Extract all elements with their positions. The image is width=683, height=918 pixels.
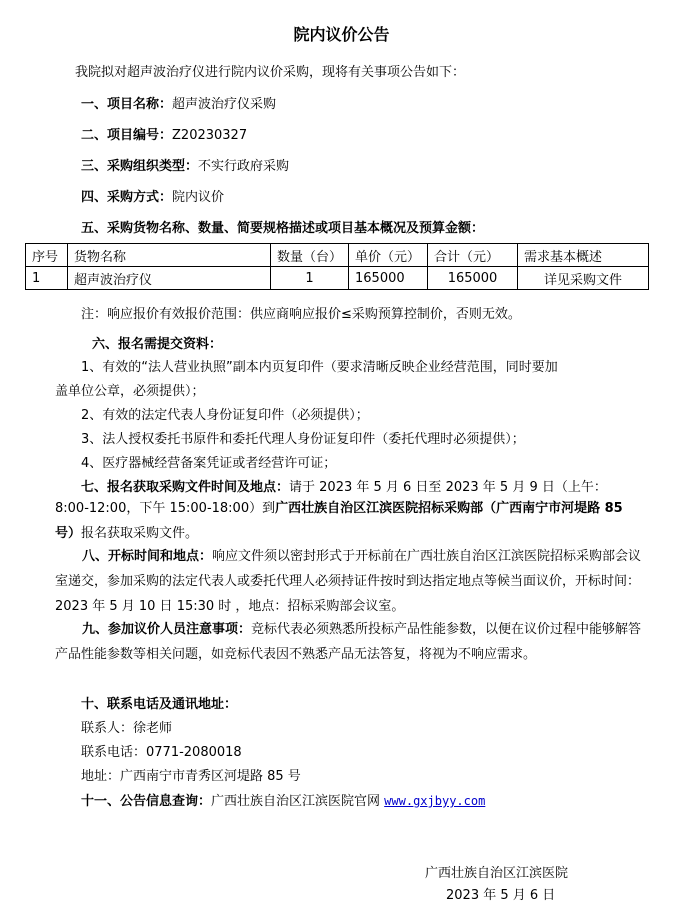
s6-item1: 1、有效的“法人营业执照”副本内页复印件（要求清晰反映企业经营范围，同时要加: [81, 360, 558, 375]
s7-label: 七、报名获取采购文件时间及地点：: [81, 480, 290, 495]
contact-phone: 联系电话：0771-2080018: [81, 745, 242, 760]
contact-person: 联系人：徐老师: [81, 721, 173, 736]
table-header: 货物名称: [68, 244, 271, 267]
s9-label: 九、参加议价人员注意事项：: [82, 622, 252, 637]
note-text: 注：响应报价有效报价范围：供应商响应报价≤采购预算控制价，否则无效。: [81, 307, 521, 322]
s6-item4: 4、医疗器械经营备案凭证或者经营许可证；: [81, 456, 337, 471]
s7-line1: [81, 476, 607, 495]
table-header: 单价（元）: [349, 244, 428, 267]
table-cell: 1: [26, 267, 68, 290]
s7-bold: 广西壮族自治区江滨医院招标采购部（广西南宁市河堤路 85 号）: [55, 501, 623, 541]
item2-label: 二、项目编号：: [81, 128, 173, 143]
s7-text2: 8:00-12:00，下午 15:00-18:00）到: [55, 501, 276, 516]
table-header: 序号: [26, 244, 68, 267]
table-header: 数量（台）: [271, 244, 349, 267]
s10-label: 十、联系电话及通讯地址：: [81, 697, 238, 712]
item3-label: 三、采购组织类型：: [81, 159, 199, 174]
s11-label: 十一、公告信息查询：: [81, 794, 212, 809]
signature-org: 广西壮族自治区江滨医院: [425, 866, 569, 881]
s8-paragraph: [55, 544, 645, 619]
signature-date: 2023 年 5 月 6 日: [446, 888, 556, 903]
item2-value: Z20230327: [172, 128, 248, 143]
page-title: 院内议价公告: [293, 25, 390, 44]
item3: [81, 155, 289, 174]
table-cell: 详见采购文件: [518, 267, 649, 290]
s6-item3: 3、法人授权委托书原件和委托代理人身份证复印件（委托代理时必须提供）；: [81, 432, 525, 447]
procurement-table: [25, 243, 649, 290]
table-row: [26, 267, 649, 290]
item2: [81, 124, 247, 143]
s6-item2: 2、有效的法定代表人身份证复印件（必须提供）；: [81, 408, 369, 423]
item4-label: 四、采购方式：: [81, 190, 173, 205]
item4-value: 院内议价: [172, 190, 225, 205]
table-cell: 165000: [349, 267, 428, 290]
table-cell: 超声波治疗仪: [68, 267, 271, 290]
item3-value: 不实行政府采购: [198, 159, 290, 174]
item4: [81, 186, 224, 205]
table-cell: 1: [271, 267, 349, 290]
s7-body: [55, 496, 645, 546]
table-cell: 165000: [428, 267, 518, 290]
s11: [81, 790, 485, 809]
s8-text: 响应文件须以密封形式于开标前在广西壮族自治区江滨医院招标采购部会议室递交，参加采购的法定代表人或委托代理人必须持证件按时到达指定地点等候当面议价，开标时间：2023 年 5 月 10 日 15:30 时 ，地点：招标采购部会议室。: [55, 549, 642, 614]
intro-text: 我院拟对超声波治疗仪进行院内议价采购，现将有关事项公告如下：: [75, 65, 466, 80]
item5-label: 五、采购货物名称、数量、简要规格描述或项目基本概况及预算金额：: [81, 221, 485, 236]
s9-paragraph: [55, 617, 645, 667]
contact-address: 地址：广西南宁市青秀区河堤路 85 号: [81, 769, 301, 784]
item1-value: 超声波治疗仪采购: [172, 97, 277, 112]
s7-text3: 报名获取采购文件。: [81, 526, 199, 541]
section6-title: 六、报名需提交资料：: [92, 337, 223, 352]
s8-label: 八、开标时间和地点：: [82, 549, 213, 564]
item1: [81, 93, 276, 112]
s9-text: 竞标代表必须熟悉所投标产品性能参数，以便在议价过程中能够解答产品性能参数等相关问题，如竞标代表因不熟悉产品无法答复，将视为不响应需求。: [55, 622, 642, 662]
table-header: 合计（元）: [428, 244, 518, 267]
website-link[interactable]: www.gxjbyy.com: [384, 794, 486, 808]
table-header-row: [26, 244, 649, 267]
s7-text1: 请于 2023 年 5 月 6 日至 2023 年 5 月 9 日（上午：: [289, 480, 607, 495]
s6-item1-cont: 盖单位公章，必须提供）；: [55, 384, 205, 399]
table-header: 需求基本概述: [518, 244, 649, 267]
s11-text: 广西壮族自治区江滨医院官网: [211, 794, 381, 809]
item1-label: 一、项目名称：: [81, 97, 173, 112]
